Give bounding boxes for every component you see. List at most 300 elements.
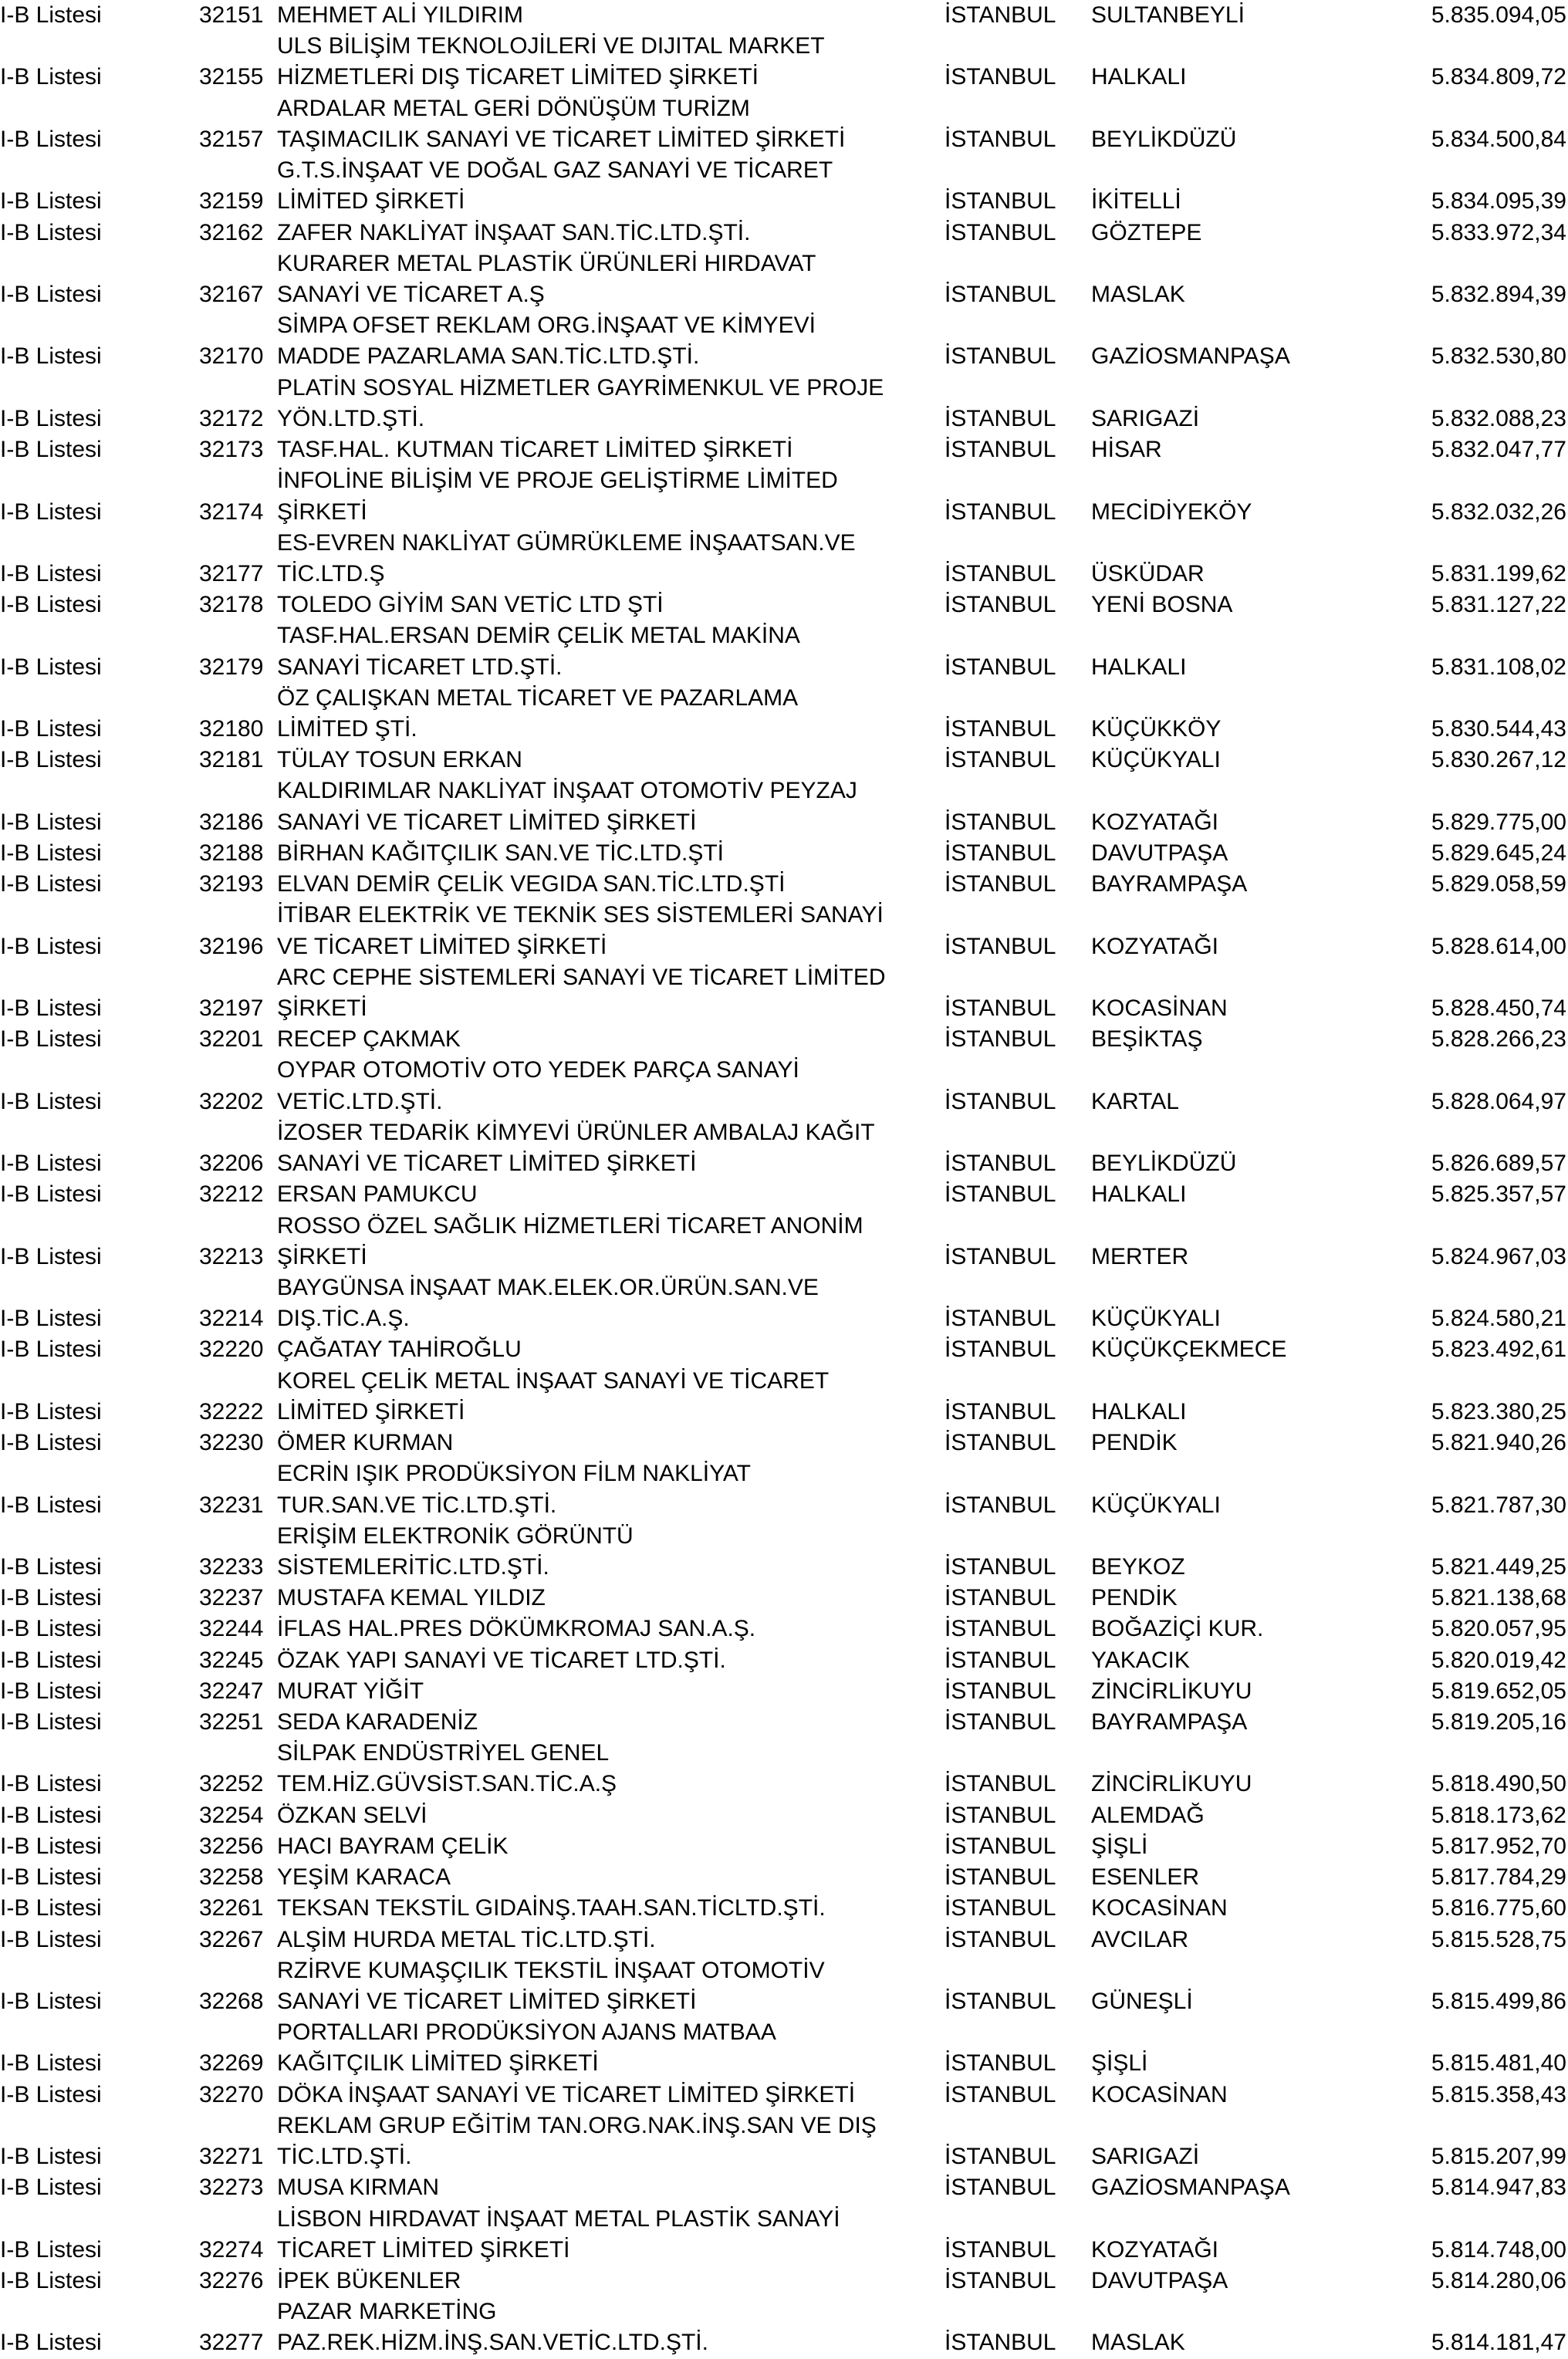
company-name-cell bbox=[277, 1707, 478, 1738]
company-name-cell bbox=[277, 2080, 855, 2111]
company-name-cell bbox=[277, 1211, 863, 1272]
record-number-cell: 32173 bbox=[199, 437, 264, 463]
record-number-cell: 32261 bbox=[199, 1895, 264, 1921]
company-name-line: HACI BAYRAM ÇELİK bbox=[277, 1833, 509, 1859]
company-name-line: TİCARET LİMİTED ŞİRKETİ bbox=[277, 2236, 570, 2263]
district-cell: GAZİOSMANPAŞA bbox=[1091, 343, 1290, 370]
district-cell: KÜÇÜKYALI bbox=[1091, 1306, 1221, 1332]
table-row bbox=[0, 2172, 1568, 2203]
company-name-line: PAZAR MARKETİNG bbox=[277, 2299, 497, 2325]
city-cell: İSTANBUL bbox=[945, 1553, 1056, 1580]
amount-cell: 5.815.207,99 bbox=[1431, 2144, 1566, 2170]
table-row bbox=[0, 1955, 1568, 2017]
district-cell: ZİNCİRLİKUYU bbox=[1091, 1678, 1252, 1704]
district-cell: YAKACIK bbox=[1091, 1647, 1190, 1673]
district-cell: BEYKOZ bbox=[1091, 1553, 1185, 1580]
amount-cell: 5.830.267,12 bbox=[1431, 747, 1566, 773]
city-cell: İSTANBUL bbox=[945, 1151, 1056, 1177]
record-number-cell: 32267 bbox=[199, 1926, 264, 1952]
district-cell: KOZYATAĞI bbox=[1091, 809, 1219, 835]
district-cell: DAVUTPAŞA bbox=[1091, 840, 1228, 866]
table-row bbox=[0, 745, 1568, 776]
company-name-line: ÖZ ÇALIŞKAN METAL TİCARET VE PAZARLAMA bbox=[277, 684, 799, 711]
amount-cell: 5.833.972,34 bbox=[1431, 219, 1566, 245]
company-name-cell bbox=[277, 1428, 453, 1458]
company-name-line: DIŞ.TİC.A.Ş. bbox=[277, 1306, 410, 1332]
company-name-line: SANAYİ TİCARET LTD.ŞTİ. bbox=[277, 654, 563, 680]
table-row bbox=[0, 1925, 1568, 1955]
record-number-cell: 32197 bbox=[199, 995, 264, 1021]
district-cell: MECİDİYEKÖY bbox=[1091, 498, 1252, 525]
list-type-cell: I-B Listesi bbox=[0, 560, 102, 586]
table-row bbox=[0, 1334, 1568, 1365]
table-row bbox=[0, 683, 1568, 745]
city-cell: İSTANBUL bbox=[945, 1864, 1056, 1891]
company-name-line: ÇAĞATAY TAHİROĞLU bbox=[277, 1337, 522, 1363]
district-cell: KOCASİNAN bbox=[1091, 1895, 1228, 1921]
district-cell: GÜNEŞLİ bbox=[1091, 1989, 1193, 2014]
list-type-cell: I-B Listesi bbox=[0, 747, 102, 773]
company-name-cell bbox=[277, 1366, 829, 1428]
table-row bbox=[0, 1676, 1568, 1707]
table-row bbox=[0, 1645, 1568, 1676]
company-name-cell bbox=[277, 1458, 751, 1520]
company-name-cell bbox=[277, 1676, 424, 1707]
city-cell: İSTANBUL bbox=[945, 188, 1056, 215]
list-type-cell: I-B Listesi bbox=[0, 1864, 102, 1891]
table-row bbox=[0, 2017, 1568, 2079]
company-name-cell bbox=[277, 1831, 509, 1862]
city-cell: İSTANBUL bbox=[945, 1492, 1056, 1518]
amount-cell: 5.816.775,60 bbox=[1431, 1895, 1566, 1921]
list-type-cell: I-B Listesi bbox=[0, 1337, 102, 1363]
district-cell: PENDİK bbox=[1091, 1430, 1178, 1456]
company-name-line: ELVAN DEMİR ÇELİK VEGIDA SAN.TİC.LTD.ŞTİ bbox=[277, 871, 786, 897]
district-cell: ÜSKÜDAR bbox=[1091, 560, 1205, 586]
record-number-cell: 32188 bbox=[199, 840, 264, 866]
record-number-cell: 32258 bbox=[199, 1864, 264, 1891]
company-name-line: BAYGÜNSA İNŞAAT MAK.ELEK.OR.ÜRÜN.SAN.VE bbox=[277, 1274, 819, 1300]
list-type-cell: I-B Listesi bbox=[0, 592, 102, 618]
company-name-cell bbox=[277, 1179, 477, 1210]
table-row bbox=[0, 1055, 1568, 1117]
amount-cell: 5.832.088,23 bbox=[1431, 405, 1566, 431]
district-cell: HALKALI bbox=[1091, 654, 1187, 680]
city-cell: İSTANBUL bbox=[945, 126, 1056, 152]
table-row bbox=[0, 1800, 1568, 1831]
company-name-line: LİSBON HIRDAVAT İNŞAAT METAL PLASTİK SANAYİ bbox=[277, 2205, 840, 2232]
company-name-line: KAĞITÇILIK LİMİTED ŞİRKETİ bbox=[277, 2050, 599, 2077]
amount-cell: 5.824.967,03 bbox=[1431, 1243, 1566, 1269]
record-number-cell: 32174 bbox=[199, 498, 264, 525]
list-type-cell: I-B Listesi bbox=[0, 2267, 102, 2293]
district-cell: KÜÇÜKÇEKMECE bbox=[1091, 1337, 1287, 1363]
record-number-cell: 32172 bbox=[199, 405, 264, 431]
company-name-line: ŞİRKETİ bbox=[277, 995, 367, 1021]
city-cell: İSTANBUL bbox=[945, 1026, 1056, 1053]
company-name-cell bbox=[277, 1645, 726, 1676]
district-cell: GÖZTEPE bbox=[1091, 219, 1202, 245]
record-number-cell: 32233 bbox=[199, 1553, 264, 1580]
city-cell: İSTANBUL bbox=[945, 1709, 1056, 1735]
city-cell: İSTANBUL bbox=[945, 1647, 1056, 1673]
company-name-line: ALŞİM HURDA METAL TİC.LTD.ŞTİ. bbox=[277, 1926, 656, 1952]
city-cell: İSTANBUL bbox=[945, 2144, 1056, 2170]
amount-cell: 5.815.499,86 bbox=[1431, 1989, 1566, 2014]
city-cell: İSTANBUL bbox=[945, 1833, 1056, 1859]
district-cell: KÜÇÜKYALI bbox=[1091, 747, 1221, 773]
company-name-line: MUSA KIRMAN bbox=[277, 2175, 440, 2201]
record-number-cell: 32202 bbox=[199, 1088, 264, 1114]
district-cell: KARTAL bbox=[1091, 1088, 1179, 1114]
amount-cell: 5.826.689,57 bbox=[1431, 1151, 1566, 1177]
company-name-cell bbox=[277, 528, 856, 590]
company-name-line: TASF.HAL. KUTMAN TİCARET LİMİTED ŞİRKETİ bbox=[277, 437, 793, 463]
company-name-line: KURARER METAL PLASTİK ÜRÜNLERİ HIRDAVAT bbox=[277, 250, 816, 276]
amount-cell: 5.818.490,50 bbox=[1431, 1771, 1566, 1797]
record-number-cell: 32179 bbox=[199, 654, 264, 680]
company-name-line: OYPAR OTOMOTİV OTO YEDEK PARÇA SANAYİ bbox=[277, 1057, 799, 1083]
amount-cell: 5.821.940,26 bbox=[1431, 1430, 1566, 1456]
list-type-cell: I-B Listesi bbox=[0, 1181, 102, 1208]
company-name-line: LİMİTED ŞTİ. bbox=[277, 716, 417, 742]
company-name-line: ERİŞİM ELEKTRONİK GÖRÜNTÜ bbox=[277, 1523, 634, 1549]
district-cell: MASLAK bbox=[1091, 281, 1185, 307]
company-name-line: SİSTEMLERİTİC.LTD.ŞTİ. bbox=[277, 1553, 549, 1580]
city-cell: İSTANBUL bbox=[945, 1926, 1056, 1952]
company-name-line: G.T.S.İNŞAAT VE DOĞAL GAZ SANAYİ VE TİCARET bbox=[277, 157, 833, 184]
amount-cell: 5.815.481,40 bbox=[1431, 2050, 1566, 2077]
amount-cell: 5.821.787,30 bbox=[1431, 1492, 1566, 1518]
table-row bbox=[0, 1583, 1568, 1614]
amount-cell: 5.819.652,05 bbox=[1431, 1678, 1566, 1704]
city-cell: İSTANBUL bbox=[945, 2330, 1056, 2356]
record-number-cell: 32247 bbox=[199, 1678, 264, 1704]
list-type-cell: I-B Listesi bbox=[0, 2330, 102, 2356]
list-type-cell: I-B Listesi bbox=[0, 1553, 102, 1580]
amount-cell: 5.818.173,62 bbox=[1431, 1802, 1566, 1828]
company-name-cell bbox=[277, 1800, 427, 1831]
table-row bbox=[0, 1521, 1568, 1583]
record-number-cell: 32213 bbox=[199, 1243, 264, 1269]
record-number-cell: 32277 bbox=[199, 2330, 264, 2356]
table-row bbox=[0, 1831, 1568, 1862]
list-type-cell: I-B Listesi bbox=[0, 933, 102, 959]
record-number-cell: 32270 bbox=[199, 2081, 264, 2107]
company-name-line: TEM.HİZ.GÜVSİST.SAN.TİC.A.Ş bbox=[277, 1771, 617, 1797]
city-cell: İSTANBUL bbox=[945, 560, 1056, 586]
list-type-cell: I-B Listesi bbox=[0, 1398, 102, 1425]
list-type-cell: I-B Listesi bbox=[0, 1616, 102, 1642]
table-row bbox=[0, 218, 1568, 248]
amount-cell: 5.829.058,59 bbox=[1431, 871, 1566, 897]
table-row bbox=[0, 1707, 1568, 1738]
table-row bbox=[0, 1862, 1568, 1893]
city-cell: İSTANBUL bbox=[945, 1802, 1056, 1828]
amount-cell: 5.834.500,84 bbox=[1431, 126, 1566, 152]
list-type-cell: I-B Listesi bbox=[0, 1989, 102, 2014]
city-cell: İSTANBUL bbox=[945, 64, 1056, 90]
list-type-cell: I-B Listesi bbox=[0, 498, 102, 525]
district-cell: SARIGAZİ bbox=[1091, 405, 1200, 431]
record-number-cell: 32254 bbox=[199, 1802, 264, 1828]
company-name-line: İPEK BÜKENLER bbox=[277, 2267, 461, 2293]
amount-cell: 5.832.894,39 bbox=[1431, 281, 1566, 307]
list-type-cell: I-B Listesi bbox=[0, 1243, 102, 1269]
city-cell: İSTANBUL bbox=[945, 592, 1056, 618]
company-name-line: SANAYİ VE TİCARET A.Ş bbox=[277, 281, 545, 307]
company-name-line: ULS BİLİŞİM TEKNOLOJİLERİ VE DIJITAL MARKET bbox=[277, 33, 825, 59]
district-cell: BEŞİKTAŞ bbox=[1091, 1026, 1203, 1053]
table-row bbox=[0, 155, 1568, 217]
amount-cell: 5.829.775,00 bbox=[1431, 809, 1566, 835]
company-name-cell bbox=[277, 1862, 451, 1893]
company-name-line: SANAYİ VE TİCARET LİMİTED ŞİRKETİ bbox=[277, 809, 697, 835]
district-cell: DAVUTPAŞA bbox=[1091, 2267, 1228, 2293]
city-cell: İSTANBUL bbox=[945, 281, 1056, 307]
company-name-cell bbox=[277, 590, 664, 620]
amount-cell: 5.814.280,06 bbox=[1431, 2267, 1566, 2293]
record-number-cell: 32231 bbox=[199, 1492, 264, 1518]
company-name-line: SANAYİ VE TİCARET LİMİTED ŞİRKETİ bbox=[277, 1989, 697, 2014]
company-name-line: LİMİTED ŞİRKETİ bbox=[277, 188, 465, 215]
city-cell: İSTANBUL bbox=[945, 1616, 1056, 1642]
company-name-cell bbox=[277, 1925, 656, 1955]
list-type-cell: I-B Listesi bbox=[0, 1647, 102, 1673]
list-type-cell: I-B Listesi bbox=[0, 1026, 102, 1053]
table-row bbox=[0, 2111, 1568, 2172]
district-cell: ŞİŞLİ bbox=[1091, 1833, 1148, 1859]
record-number-cell: 32196 bbox=[199, 933, 264, 959]
record-number-cell: 32271 bbox=[199, 2144, 264, 2170]
record-number-cell: 32201 bbox=[199, 1026, 264, 1053]
district-cell: KÜÇÜKKÖY bbox=[1091, 716, 1222, 742]
district-cell: HALKALI bbox=[1091, 1181, 1187, 1208]
list-type-cell: I-B Listesi bbox=[0, 1709, 102, 1735]
record-number-cell: 32180 bbox=[199, 716, 264, 742]
company-name-line: MADDE PAZARLAMA SAN.TİC.LTD.ŞTİ. bbox=[277, 343, 700, 370]
company-name-line: TİC.LTD.ŞTİ. bbox=[277, 2144, 412, 2170]
city-cell: İSTANBUL bbox=[945, 840, 1056, 866]
company-name-line: MUSTAFA KEMAL YILDIZ bbox=[277, 1585, 546, 1611]
amount-cell: 5.821.449,25 bbox=[1431, 1553, 1566, 1580]
company-name-line: SİLPAK ENDÜSTRİYEL GENEL bbox=[277, 1740, 610, 1766]
city-cell: İSTANBUL bbox=[945, 1398, 1056, 1425]
company-name-line: ARC CEPHE SİSTEMLERİ SANAYİ VE TİCARET LİMİTED bbox=[277, 964, 886, 990]
company-name-cell bbox=[277, 900, 884, 962]
record-number-cell: 32212 bbox=[199, 1181, 264, 1208]
city-cell: İSTANBUL bbox=[945, 1585, 1056, 1611]
city-cell: İSTANBUL bbox=[945, 1989, 1056, 2014]
amount-cell: 5.828.266,23 bbox=[1431, 1026, 1566, 1053]
district-cell: KOZYATAĞI bbox=[1091, 2236, 1219, 2263]
city-cell: İSTANBUL bbox=[945, 747, 1056, 773]
district-cell: BAYRAMPAŞA bbox=[1091, 1709, 1248, 1735]
amount-cell: 5.829.645,24 bbox=[1431, 840, 1566, 866]
company-name-line: ZAFER NAKLİYAT İNŞAAT SAN.TİC.LTD.ŞTİ. bbox=[277, 219, 751, 245]
city-cell: İSTANBUL bbox=[945, 1895, 1056, 1921]
amount-cell: 5.815.358,43 bbox=[1431, 2081, 1566, 2107]
city-cell: İSTANBUL bbox=[945, 871, 1056, 897]
amount-cell: 5.828.450,74 bbox=[1431, 995, 1566, 1021]
company-name-line: SİMPA OFSET REKLAM ORG.İNŞAAT VE KİMYEVİ bbox=[277, 313, 816, 339]
table-row bbox=[0, 434, 1568, 465]
amount-cell: 5.814.181,47 bbox=[1431, 2330, 1566, 2356]
record-number-cell: 32157 bbox=[199, 126, 264, 152]
record-number-cell: 32186 bbox=[199, 809, 264, 835]
company-name-cell bbox=[277, 620, 800, 682]
company-name-cell bbox=[277, 1893, 826, 1924]
company-name-line: TÜLAY TOSUN ERKAN bbox=[277, 747, 522, 773]
amount-cell: 5.831.108,02 bbox=[1431, 654, 1566, 680]
company-name-line: İNFOLİNE BİLİŞİM VE PROJE GELİŞTİRME LİMİTED bbox=[277, 468, 838, 494]
record-number-cell: 32273 bbox=[199, 2175, 264, 2201]
table-row bbox=[0, 1179, 1568, 1210]
table-row bbox=[0, 528, 1568, 590]
table-row bbox=[0, 776, 1568, 837]
table-row bbox=[0, 1117, 1568, 1179]
company-name-line: TAŞIMACILIK SANAYİ VE TİCARET LİMİTED ŞİRKETİ bbox=[277, 126, 846, 152]
company-name-line: ES-EVREN NAKLİYAT GÜMRÜKLEME İNŞAATSAN.VE bbox=[277, 529, 856, 556]
company-name-line: REKLAM GRUP EĞİTİM TAN.ORG.NAK.İNŞ.SAN VE DIŞ bbox=[277, 2112, 877, 2138]
company-name-cell bbox=[277, 2266, 461, 2296]
company-name-line: İFLAS HAL.PRES DÖKÜMKROMAJ SAN.A.Ş. bbox=[277, 1616, 756, 1642]
table-row bbox=[0, 310, 1568, 372]
list-type-cell: I-B Listesi bbox=[0, 188, 102, 215]
amount-cell: 5.820.057,95 bbox=[1431, 1616, 1566, 1642]
list-type-cell: I-B Listesi bbox=[0, 2175, 102, 2201]
company-name-cell bbox=[277, 248, 816, 310]
company-name-line: ROSSO ÖZEL SAĞLIK HİZMETLERİ TİCARET ANONİM bbox=[277, 1212, 863, 1239]
list-type-cell: I-B Listesi bbox=[0, 871, 102, 897]
amount-cell: 5.832.530,80 bbox=[1431, 343, 1566, 370]
company-name-cell bbox=[277, 683, 798, 745]
list-type-cell: I-B Listesi bbox=[0, 1926, 102, 1952]
company-name-line: YÖN.LTD.ŞTİ. bbox=[277, 405, 425, 431]
list-type-cell: I-B Listesi bbox=[0, 1306, 102, 1332]
city-cell: İSTANBUL bbox=[945, 1088, 1056, 1114]
company-name-cell bbox=[277, 31, 825, 93]
company-name-cell bbox=[277, 2172, 439, 2203]
company-name-line: PLATİN SOSYAL HİZMETLER GAYRİMENKUL VE PROJE bbox=[277, 374, 884, 400]
district-cell: KOCASİNAN bbox=[1091, 995, 1228, 1021]
record-number-cell: 32178 bbox=[199, 592, 264, 618]
city-cell: İSTANBUL bbox=[945, 809, 1056, 835]
district-cell: İKİTELLİ bbox=[1091, 188, 1181, 215]
amount-cell: 5.825.357,57 bbox=[1431, 1181, 1566, 1208]
amount-cell: 5.832.032,26 bbox=[1431, 498, 1566, 525]
table-row bbox=[0, 248, 1568, 310]
company-name-cell bbox=[277, 1055, 799, 1117]
record-number-cell: 32193 bbox=[199, 871, 264, 897]
city-cell: İSTANBUL bbox=[945, 2050, 1056, 2077]
company-name-line: ŞİRKETİ bbox=[277, 498, 367, 525]
district-cell: MERTER bbox=[1091, 1243, 1189, 1269]
district-cell: PENDİK bbox=[1091, 1585, 1178, 1611]
company-name-cell bbox=[277, 745, 522, 776]
company-name-cell bbox=[277, 1272, 819, 1334]
amount-cell: 5.815.528,75 bbox=[1431, 1926, 1566, 1952]
company-name-cell bbox=[277, 869, 785, 900]
company-name-cell bbox=[277, 434, 792, 465]
company-name-line: DÖKA İNŞAAT SANAYİ VE TİCARET LİMİTED ŞİRKETİ bbox=[277, 2081, 856, 2107]
amount-cell: 5.823.380,25 bbox=[1431, 1398, 1566, 1425]
city-cell: İSTANBUL bbox=[945, 2175, 1056, 2201]
city-cell: İSTANBUL bbox=[945, 2236, 1056, 2263]
table-row bbox=[0, 962, 1568, 1024]
record-number-cell: 32170 bbox=[199, 343, 264, 370]
table-row bbox=[0, 1211, 1568, 1272]
amount-cell: 5.814.947,83 bbox=[1431, 2175, 1566, 2201]
company-name-line: TASF.HAL.ERSAN DEMİR ÇELİK METAL MAKİNA bbox=[277, 623, 800, 649]
list-type-cell: I-B Listesi bbox=[0, 437, 102, 463]
company-name-line: ECRİN IŞIK PRODÜKSİYON FİLM NAKLİYAT bbox=[277, 1461, 752, 1487]
city-cell: İSTANBUL bbox=[945, 1678, 1056, 1704]
table-row bbox=[0, 2204, 1568, 2266]
company-name-cell bbox=[277, 1334, 522, 1365]
list-type-cell: I-B Listesi bbox=[0, 1088, 102, 1114]
city-cell: İSTANBUL bbox=[945, 219, 1056, 245]
amount-cell: 5.814.748,00 bbox=[1431, 2236, 1566, 2263]
list-type-cell: I-B Listesi bbox=[0, 1771, 102, 1797]
district-cell: HALKALI bbox=[1091, 64, 1187, 90]
company-name-cell bbox=[277, 93, 845, 155]
district-cell: BAYRAMPAŞA bbox=[1091, 871, 1248, 897]
district-cell: ŞİŞLİ bbox=[1091, 2050, 1148, 2077]
company-name-line: BİRHAN KAĞITÇILIK SAN.VE TİC.LTD.ŞTİ bbox=[277, 840, 725, 866]
record-number-cell: 32214 bbox=[199, 1306, 264, 1332]
table-row bbox=[0, 1458, 1568, 1520]
record-number-cell: 32252 bbox=[199, 1771, 264, 1797]
company-name-cell bbox=[277, 465, 838, 527]
company-name-cell bbox=[277, 1955, 825, 2017]
company-name-line: RZİRVE KUMAŞÇILIK TEKSTİL İNŞAAT OTOMOTİV bbox=[277, 1957, 825, 1983]
record-number-cell: 32155 bbox=[199, 64, 264, 90]
company-name-line: ÖZKAN SELVİ bbox=[277, 1802, 427, 1828]
amount-cell: 5.817.784,29 bbox=[1431, 1864, 1566, 1891]
list-type-cell: I-B Listesi bbox=[0, 2050, 102, 2077]
company-name-line: İZOSER TEDARİK KİMYEVİ ÜRÜNLER AMBALAJ KAĞIT bbox=[277, 1119, 875, 1145]
list-type-cell: I-B Listesi bbox=[0, 1430, 102, 1456]
company-name-cell bbox=[277, 2204, 840, 2266]
company-name-cell bbox=[277, 155, 833, 217]
amount-cell: 5.828.064,97 bbox=[1431, 1088, 1566, 1114]
city-cell: İSTANBUL bbox=[945, 1337, 1056, 1363]
list-type-cell: I-B Listesi bbox=[0, 343, 102, 370]
company-name-cell bbox=[277, 1117, 875, 1179]
city-cell: İSTANBUL bbox=[945, 405, 1056, 431]
list-type-cell: I-B Listesi bbox=[0, 1678, 102, 1704]
amount-cell: 5.832.047,77 bbox=[1431, 437, 1566, 463]
table-row bbox=[0, 2266, 1568, 2296]
city-cell: İSTANBUL bbox=[945, 1243, 1056, 1269]
city-cell: İSTANBUL bbox=[945, 654, 1056, 680]
record-number-cell: 32269 bbox=[199, 2050, 264, 2077]
city-cell: İSTANBUL bbox=[945, 1771, 1056, 1797]
record-number-cell: 32274 bbox=[199, 2236, 264, 2263]
company-name-line: ÖZAK YAPI SANAYİ VE TİCARET LTD.ŞTİ. bbox=[277, 1647, 726, 1673]
district-cell: SARIGAZİ bbox=[1091, 2144, 1200, 2170]
record-number-cell: 32222 bbox=[199, 1398, 264, 1425]
list-type-cell: I-B Listesi bbox=[0, 2144, 102, 2170]
list-type-cell: I-B Listesi bbox=[0, 1492, 102, 1518]
table-row bbox=[0, 93, 1568, 155]
city-cell: İSTANBUL bbox=[945, 995, 1056, 1021]
city-cell: İSTANBUL bbox=[945, 343, 1056, 370]
table-row bbox=[0, 590, 1568, 620]
list-type-cell: I-B Listesi bbox=[0, 1895, 102, 1921]
record-number-cell: 32256 bbox=[199, 1833, 264, 1859]
